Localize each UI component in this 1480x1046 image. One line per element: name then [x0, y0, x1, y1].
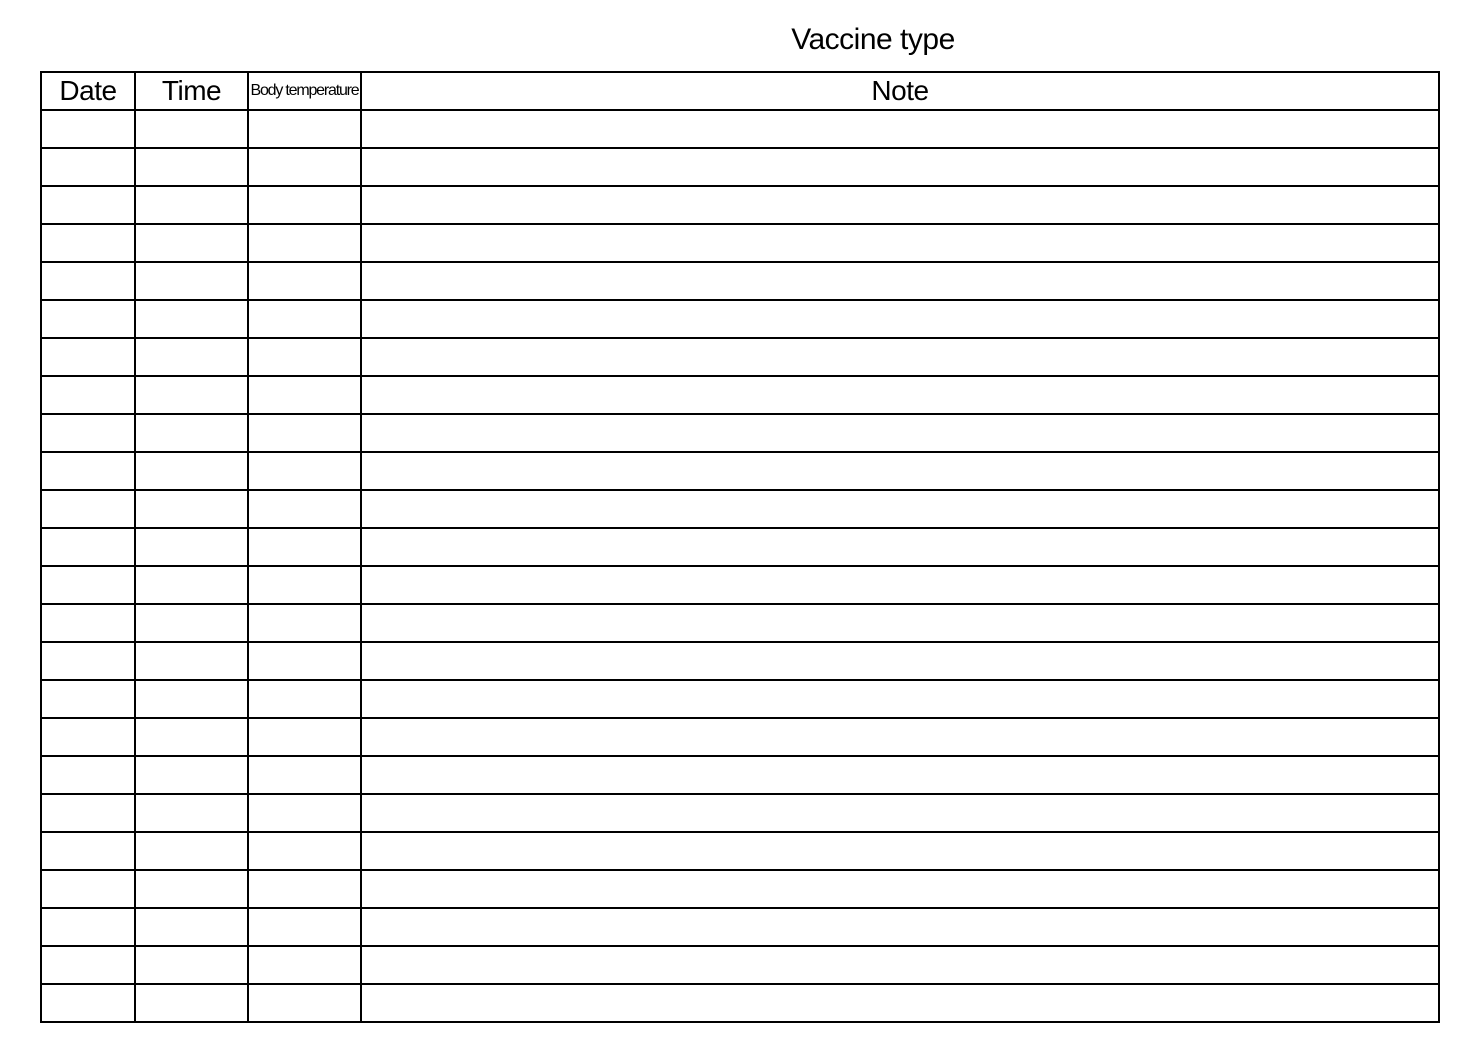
table-row: [41, 870, 1439, 908]
time-cell: [135, 756, 248, 794]
time-cell: [135, 794, 248, 832]
table-row: [41, 984, 1439, 1022]
table-row: [41, 452, 1439, 490]
time-cell: [135, 224, 248, 262]
body-temperature-cell: [248, 908, 361, 946]
vaccine-log-table: [40, 71, 1440, 1023]
time-cell: [135, 718, 248, 756]
note-cell: [361, 490, 1439, 528]
date-cell: [41, 756, 135, 794]
date-cell: [41, 186, 135, 224]
header-row: [41, 72, 1439, 110]
column-header-body-temperature: Body temperature: [248, 72, 361, 110]
note-cell: [361, 148, 1439, 186]
body-temperature-cell: [248, 262, 361, 300]
column-header-note: Note: [361, 72, 1439, 110]
note-cell: [361, 794, 1439, 832]
note-cell: [361, 756, 1439, 794]
body-temperature-cell: [248, 718, 361, 756]
time-cell: [135, 528, 248, 566]
body-temperature-cell: [248, 946, 361, 984]
table-row: [41, 756, 1439, 794]
time-cell: [135, 414, 248, 452]
table-row: [41, 718, 1439, 756]
note-cell: [361, 224, 1439, 262]
date-cell: [41, 870, 135, 908]
note-cell: [361, 908, 1439, 946]
table-row: [41, 300, 1439, 338]
date-cell: [41, 680, 135, 718]
body-temperature-cell: [248, 642, 361, 680]
note-cell: [361, 680, 1439, 718]
body-temperature-cell: [248, 832, 361, 870]
column-header-time: Time: [135, 72, 248, 110]
body-temperature-cell: [248, 110, 361, 148]
body-temperature-cell: [248, 756, 361, 794]
note-cell: [361, 338, 1439, 376]
date-cell: [41, 452, 135, 490]
date-cell: [41, 604, 135, 642]
note-cell: [361, 376, 1439, 414]
time-cell: [135, 300, 248, 338]
date-cell: [41, 262, 135, 300]
date-cell: [41, 718, 135, 756]
table-row: [41, 338, 1439, 376]
time-cell: [135, 946, 248, 984]
table-row: [41, 680, 1439, 718]
time-cell: [135, 680, 248, 718]
note-cell: [361, 870, 1439, 908]
date-cell: [41, 224, 135, 262]
time-cell: [135, 490, 248, 528]
body-temperature-cell: [248, 794, 361, 832]
table-row: [41, 262, 1439, 300]
date-cell: [41, 832, 135, 870]
table-row: [41, 642, 1439, 680]
table-row: [41, 376, 1439, 414]
note-cell: [361, 718, 1439, 756]
table-row: [41, 186, 1439, 224]
date-cell: [41, 946, 135, 984]
time-cell: [135, 642, 248, 680]
table-row: [41, 946, 1439, 984]
date-cell: [41, 148, 135, 186]
date-cell: [41, 528, 135, 566]
body-temperature-cell: [248, 224, 361, 262]
table-row: [41, 604, 1439, 642]
time-cell: [135, 376, 248, 414]
date-cell: [41, 338, 135, 376]
time-cell: [135, 908, 248, 946]
page-title: Vaccine type: [791, 23, 955, 56]
date-cell: [41, 984, 135, 1022]
body-temperature-cell: [248, 414, 361, 452]
time-cell: [135, 148, 248, 186]
body-temperature-cell: [248, 186, 361, 224]
date-cell: [41, 110, 135, 148]
body-temperature-cell: [248, 490, 361, 528]
note-cell: [361, 452, 1439, 490]
body-temperature-cell: [248, 680, 361, 718]
note-cell: [361, 642, 1439, 680]
body-temperature-cell: [248, 604, 361, 642]
date-cell: [41, 642, 135, 680]
table-body: [41, 110, 1439, 1022]
column-header-date: Date: [41, 72, 135, 110]
body-temperature-cell: [248, 452, 361, 490]
body-temperature-cell: [248, 984, 361, 1022]
note-cell: [361, 262, 1439, 300]
body-temperature-cell: [248, 528, 361, 566]
table-row: [41, 908, 1439, 946]
note-cell: [361, 414, 1439, 452]
table-row: [41, 148, 1439, 186]
note-cell: [361, 300, 1439, 338]
table-row: [41, 224, 1439, 262]
body-temperature-cell: [248, 870, 361, 908]
body-temperature-cell: [248, 376, 361, 414]
time-cell: [135, 604, 248, 642]
table-row: [41, 528, 1439, 566]
date-cell: [41, 794, 135, 832]
body-temperature-cell: [248, 300, 361, 338]
body-temperature-cell: [248, 566, 361, 604]
time-cell: [135, 452, 248, 490]
time-cell: [135, 984, 248, 1022]
date-cell: [41, 566, 135, 604]
body-temperature-cell: [248, 338, 361, 376]
time-cell: [135, 832, 248, 870]
note-cell: [361, 186, 1439, 224]
table-row: [41, 414, 1439, 452]
time-cell: [135, 566, 248, 604]
time-cell: [135, 186, 248, 224]
body-temperature-cell: [248, 148, 361, 186]
date-cell: [41, 376, 135, 414]
time-cell: [135, 110, 248, 148]
table-row: [41, 490, 1439, 528]
table-row: [41, 566, 1439, 604]
note-cell: [361, 946, 1439, 984]
date-cell: [41, 414, 135, 452]
time-cell: [135, 870, 248, 908]
time-cell: [135, 262, 248, 300]
date-cell: [41, 300, 135, 338]
date-cell: [41, 908, 135, 946]
table-row: [41, 794, 1439, 832]
note-cell: [361, 604, 1439, 642]
note-cell: [361, 110, 1439, 148]
table-row: [41, 110, 1439, 148]
note-cell: [361, 528, 1439, 566]
time-cell: [135, 338, 248, 376]
note-cell: [361, 566, 1439, 604]
table-row: [41, 832, 1439, 870]
note-cell: [361, 984, 1439, 1022]
note-cell: [361, 832, 1439, 870]
date-cell: [41, 490, 135, 528]
